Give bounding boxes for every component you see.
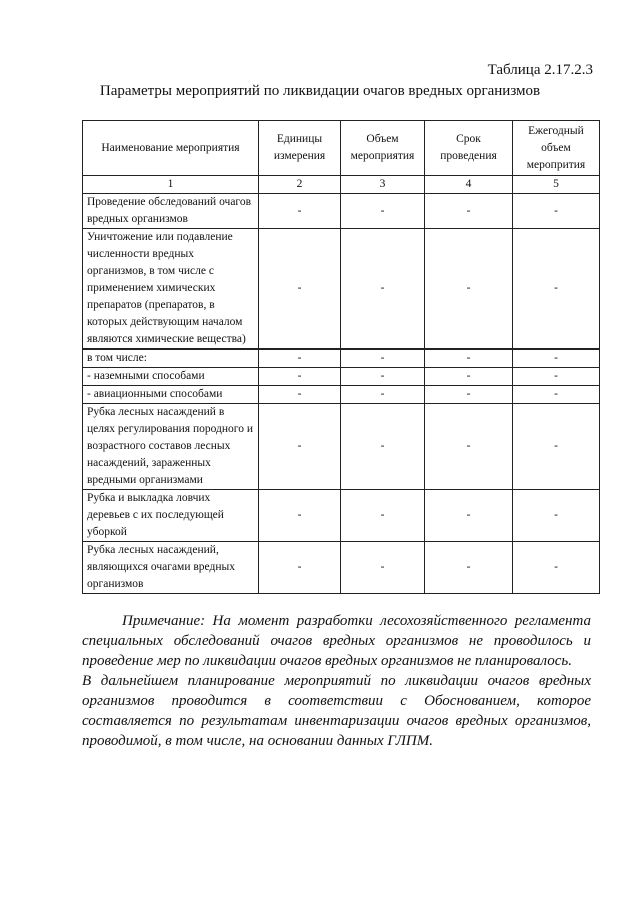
table-row — [83, 542, 600, 594]
column-number: 1 — [83, 176, 259, 194]
cell-value: - — [425, 542, 513, 594]
cell-value: - — [259, 229, 341, 350]
column-number: 3 — [341, 176, 425, 194]
cell-value: - — [513, 386, 600, 404]
cell-value: - — [513, 368, 600, 386]
table-row — [83, 349, 600, 368]
cell-value: - — [341, 404, 425, 490]
column-header-name: Наименование мероприятия — [83, 121, 259, 176]
column-header-annual-volume: Ежегодный объем меропрития — [513, 121, 600, 176]
cell-value: - — [341, 349, 425, 368]
table-row — [83, 386, 600, 404]
note-paragraph: Примечание: На момент разработки лесохозяйственного регламента специальных обследований очагов вредных организмов не проводилось и проведение мер по ликвидации очагов вредных организмов не планировалось. — [82, 613, 591, 669]
column-header-units: Единицы измерения — [259, 121, 341, 176]
table-header-row — [83, 121, 600, 176]
cell-value: - — [341, 386, 425, 404]
column-number: 5 — [513, 176, 600, 194]
column-number: 4 — [425, 176, 513, 194]
cell-value: - — [425, 386, 513, 404]
cell-value: - — [259, 368, 341, 386]
cell-value: - — [259, 194, 341, 229]
measures-table — [82, 120, 600, 594]
cell-value: - — [259, 386, 341, 404]
cell-value: - — [425, 404, 513, 490]
row-name: - авиационными способами — [83, 386, 259, 404]
cell-value: - — [341, 490, 425, 542]
row-name: Рубка и выкладка ловчих деревьев с их последующей уборкой — [83, 490, 259, 542]
row-name: Рубка лесных насаждений, являющихся очагами вредных организмов — [83, 542, 259, 594]
column-header-period: Срок проведения — [425, 121, 513, 176]
cell-value: - — [425, 194, 513, 229]
table-row — [83, 194, 600, 229]
cell-value: - — [259, 349, 341, 368]
table-row — [83, 229, 600, 350]
cell-value: - — [513, 349, 600, 368]
column-header-volume: Объем мероприятия — [341, 121, 425, 176]
row-name: - наземными способами — [83, 368, 259, 386]
table-number: Таблица 2.17.2.3 — [487, 62, 593, 78]
row-name: Проведение обследований очагов вредных организмов — [83, 194, 259, 229]
column-number: 2 — [259, 176, 341, 194]
cell-value: - — [259, 542, 341, 594]
cell-value: - — [425, 349, 513, 368]
cell-value: - — [341, 368, 425, 386]
column-number-row — [83, 176, 600, 194]
cell-value: - — [341, 229, 425, 350]
row-name: в том числе: — [83, 349, 259, 368]
table-caption: Параметры мероприятий по ликвидации очагов вредных организмов — [99, 83, 541, 99]
cell-value: - — [513, 194, 600, 229]
cell-value: - — [513, 404, 600, 490]
cell-value: - — [513, 542, 600, 594]
cell-value: - — [513, 229, 600, 350]
note-block — [82, 611, 591, 751]
row-name: Рубка лесных насаждений в целях регулирования породного и возрастного составов лесных насаждений, зараженных вредными организмами — [83, 404, 259, 490]
note-paragraph: В дальнейшем планирование мероприятий по ликвидации очагов вредных организмов проводится в соответствии с Обоснованием, которое составляется по результатам инвентаризации очагов вредных организмов, проводимой, в том числе, на основании данных ГЛПМ. — [82, 673, 591, 749]
table-row — [83, 368, 600, 386]
table-row — [83, 490, 600, 542]
table-row — [83, 404, 600, 490]
cell-value: - — [341, 194, 425, 229]
cell-value: - — [425, 490, 513, 542]
cell-value: - — [425, 368, 513, 386]
cell-value: - — [259, 490, 341, 542]
cell-value: - — [341, 542, 425, 594]
cell-value: - — [259, 404, 341, 490]
row-name: Уничтожение или подавление численности вредных организмов, в том числе с применением химических препаратов (препаратов, в которых действующим началом являются химические вещества) — [83, 229, 259, 350]
cell-value: - — [425, 229, 513, 350]
cell-value: - — [513, 490, 600, 542]
